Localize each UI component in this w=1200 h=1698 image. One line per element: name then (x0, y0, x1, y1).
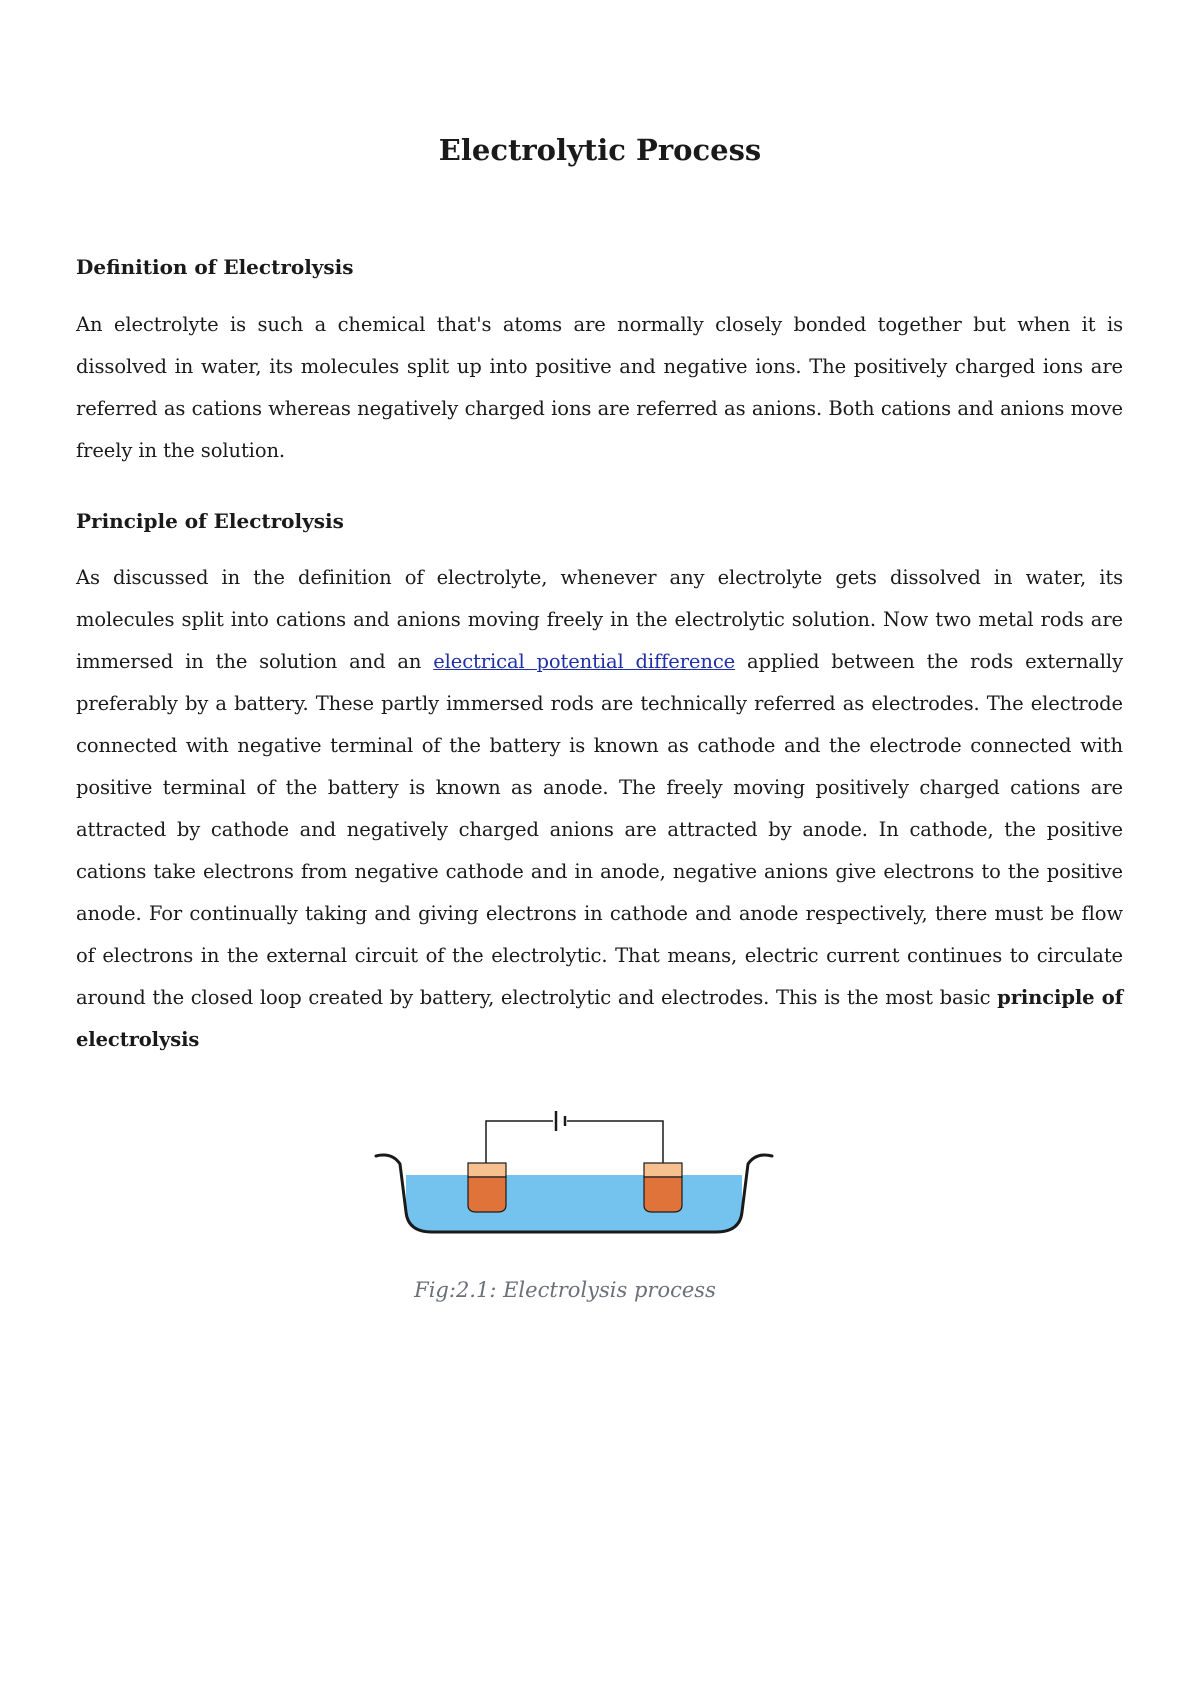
circuit-wire (486, 1121, 663, 1164)
electrical-potential-difference-link[interactable]: electrical potential difference (433, 650, 736, 673)
battery-icon (556, 1111, 565, 1131)
electrolysis-diagram (372, 1100, 776, 1240)
principle-bold-ending: principle of electrolysis (76, 986, 1123, 1051)
electrolyte-solution (406, 1175, 742, 1232)
principle-text-part2: applied between the rods externally preferably by a battery. These partly immersed rods are technically referred as electrodes. The electrode connected with negative terminal of the battery is known as cathode and the electrode connected with positive terminal of the battery is known as anode. The freely moving positively charged cations are attracted by cathode and negatively charged anions are attracted by anode. In cathode, the positive cations take electrons from negative cathode and in anode, negative anions give electrons to the positive anode. For continually taking and giving electrons in cathode and anode respectively, there must be flow of electrons in the external circuit of the electrolytic. That means, electric current continues to circulate around the closed loop created by battery, electrolytic and electrodes. This is the most basic (76, 650, 1123, 1009)
principle-paragraph (76, 557, 1123, 1061)
principle-text-part1: As discussed in the definition of electrolyte, whenever any electrolyte gets dissolved in water, its molecules split into cations and anions moving freely in the electrolytic solution. Now two metal rods are immersed in the solution and an (76, 566, 1123, 673)
section-heading-principle: Principle of Electrolysis (76, 509, 344, 533)
anode-electrode (644, 1163, 682, 1212)
section-heading-definition: Definition of Electrolysis (76, 255, 354, 279)
definition-paragraph: An electrolyte is such a chemical that's atoms are normally closely bonded together but when it is dissolved in water, its molecules split up into positive and negative ions. The positively charged ions are referred as cations whereas negatively charged ions are referred as anions. Both cations and anions move freely in the solution. (76, 313, 1123, 462)
page-title: Electrolytic Process (438, 133, 762, 167)
figure-caption: Fig:2.1: Electrolysis process (414, 1278, 716, 1302)
cathode-electrode (468, 1163, 506, 1212)
